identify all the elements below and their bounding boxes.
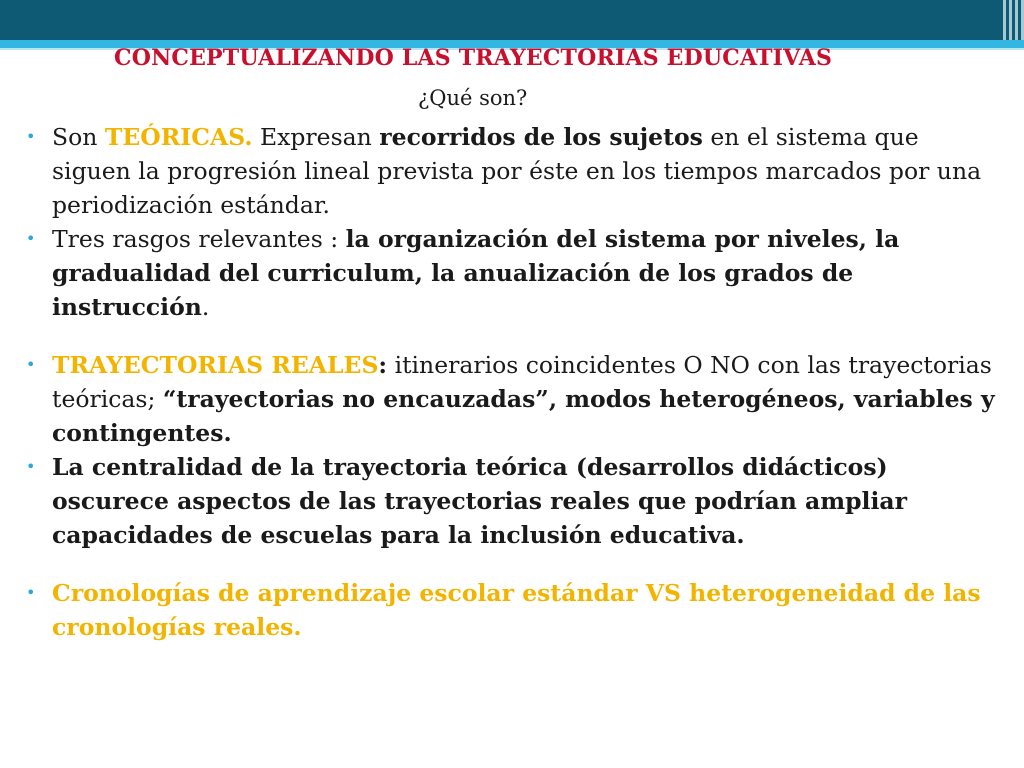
- bullet-bold: “trayectorias no encauzadas”, modos heterogéneos, variables y contingentes.: [52, 385, 995, 447]
- edge-bar: [1003, 0, 1006, 40]
- bullet-text: .: [201, 293, 210, 321]
- bullet-teoricas: [22, 120, 1002, 222]
- bullet-icon: •: [26, 355, 36, 374]
- bullet-text: Tres rasgos relevantes :: [52, 225, 346, 253]
- bullet-bold: :: [378, 351, 388, 379]
- bullet-icon: •: [26, 583, 36, 602]
- bullet-icon: •: [26, 457, 36, 476]
- bullet-text: en el sistema que siguen la progresión lineal prevista por éste en los tiempos marcados por una periodización estándar.: [52, 123, 982, 219]
- spacer: [22, 324, 1002, 348]
- slide-subtitle: ¿Qué son?: [418, 86, 528, 110]
- edge-decoration: [994, 0, 1024, 40]
- bullet-text: Expresan: [252, 123, 380, 151]
- header-band: [0, 0, 1024, 40]
- bullet-highlight: Cronologías de aprendizaje escolar estándar VS heterogeneidad de las cronologías reales.: [52, 579, 981, 641]
- bullet-icon: •: [26, 127, 36, 146]
- bullet-text: Son: [52, 123, 105, 151]
- bullet-highlight: TEÓRICAS.: [104, 123, 253, 151]
- bullet-highlight: TRAYECTORIAS REALES: [52, 351, 379, 379]
- edge-bar: [1015, 0, 1018, 40]
- bullet-rasgos: [22, 222, 1002, 324]
- bullet-centralidad: [22, 450, 1002, 552]
- bullet-list: [22, 120, 1002, 644]
- bullet-bold: La centralidad de la trayectoria teórica (desarrollos didácticos) oscurece aspectos de las trayectorias reales que podrían ampliar capacidades de escuelas para la inclusión educativa.: [52, 453, 907, 549]
- bullet-icon: •: [26, 229, 36, 248]
- bullet-reales: [22, 348, 1002, 450]
- bullet-cronologias: [22, 576, 1002, 644]
- edge-bar: [1009, 0, 1012, 40]
- bullet-text: itinerarios coincidentes O NO con las trayectorias teóricas;: [52, 351, 992, 413]
- bullet-bold: la organización del sistema por niveles, la gradualidad del curriculum, la anualización de los grados de instrucción: [52, 225, 900, 321]
- bullet-bold: recorridos de los sujetos: [379, 123, 703, 151]
- slide-title: CONCEPTUALIZANDO LAS TRAYECTORIAS EDUCATIVAS: [114, 45, 833, 71]
- spacer: [22, 552, 1002, 576]
